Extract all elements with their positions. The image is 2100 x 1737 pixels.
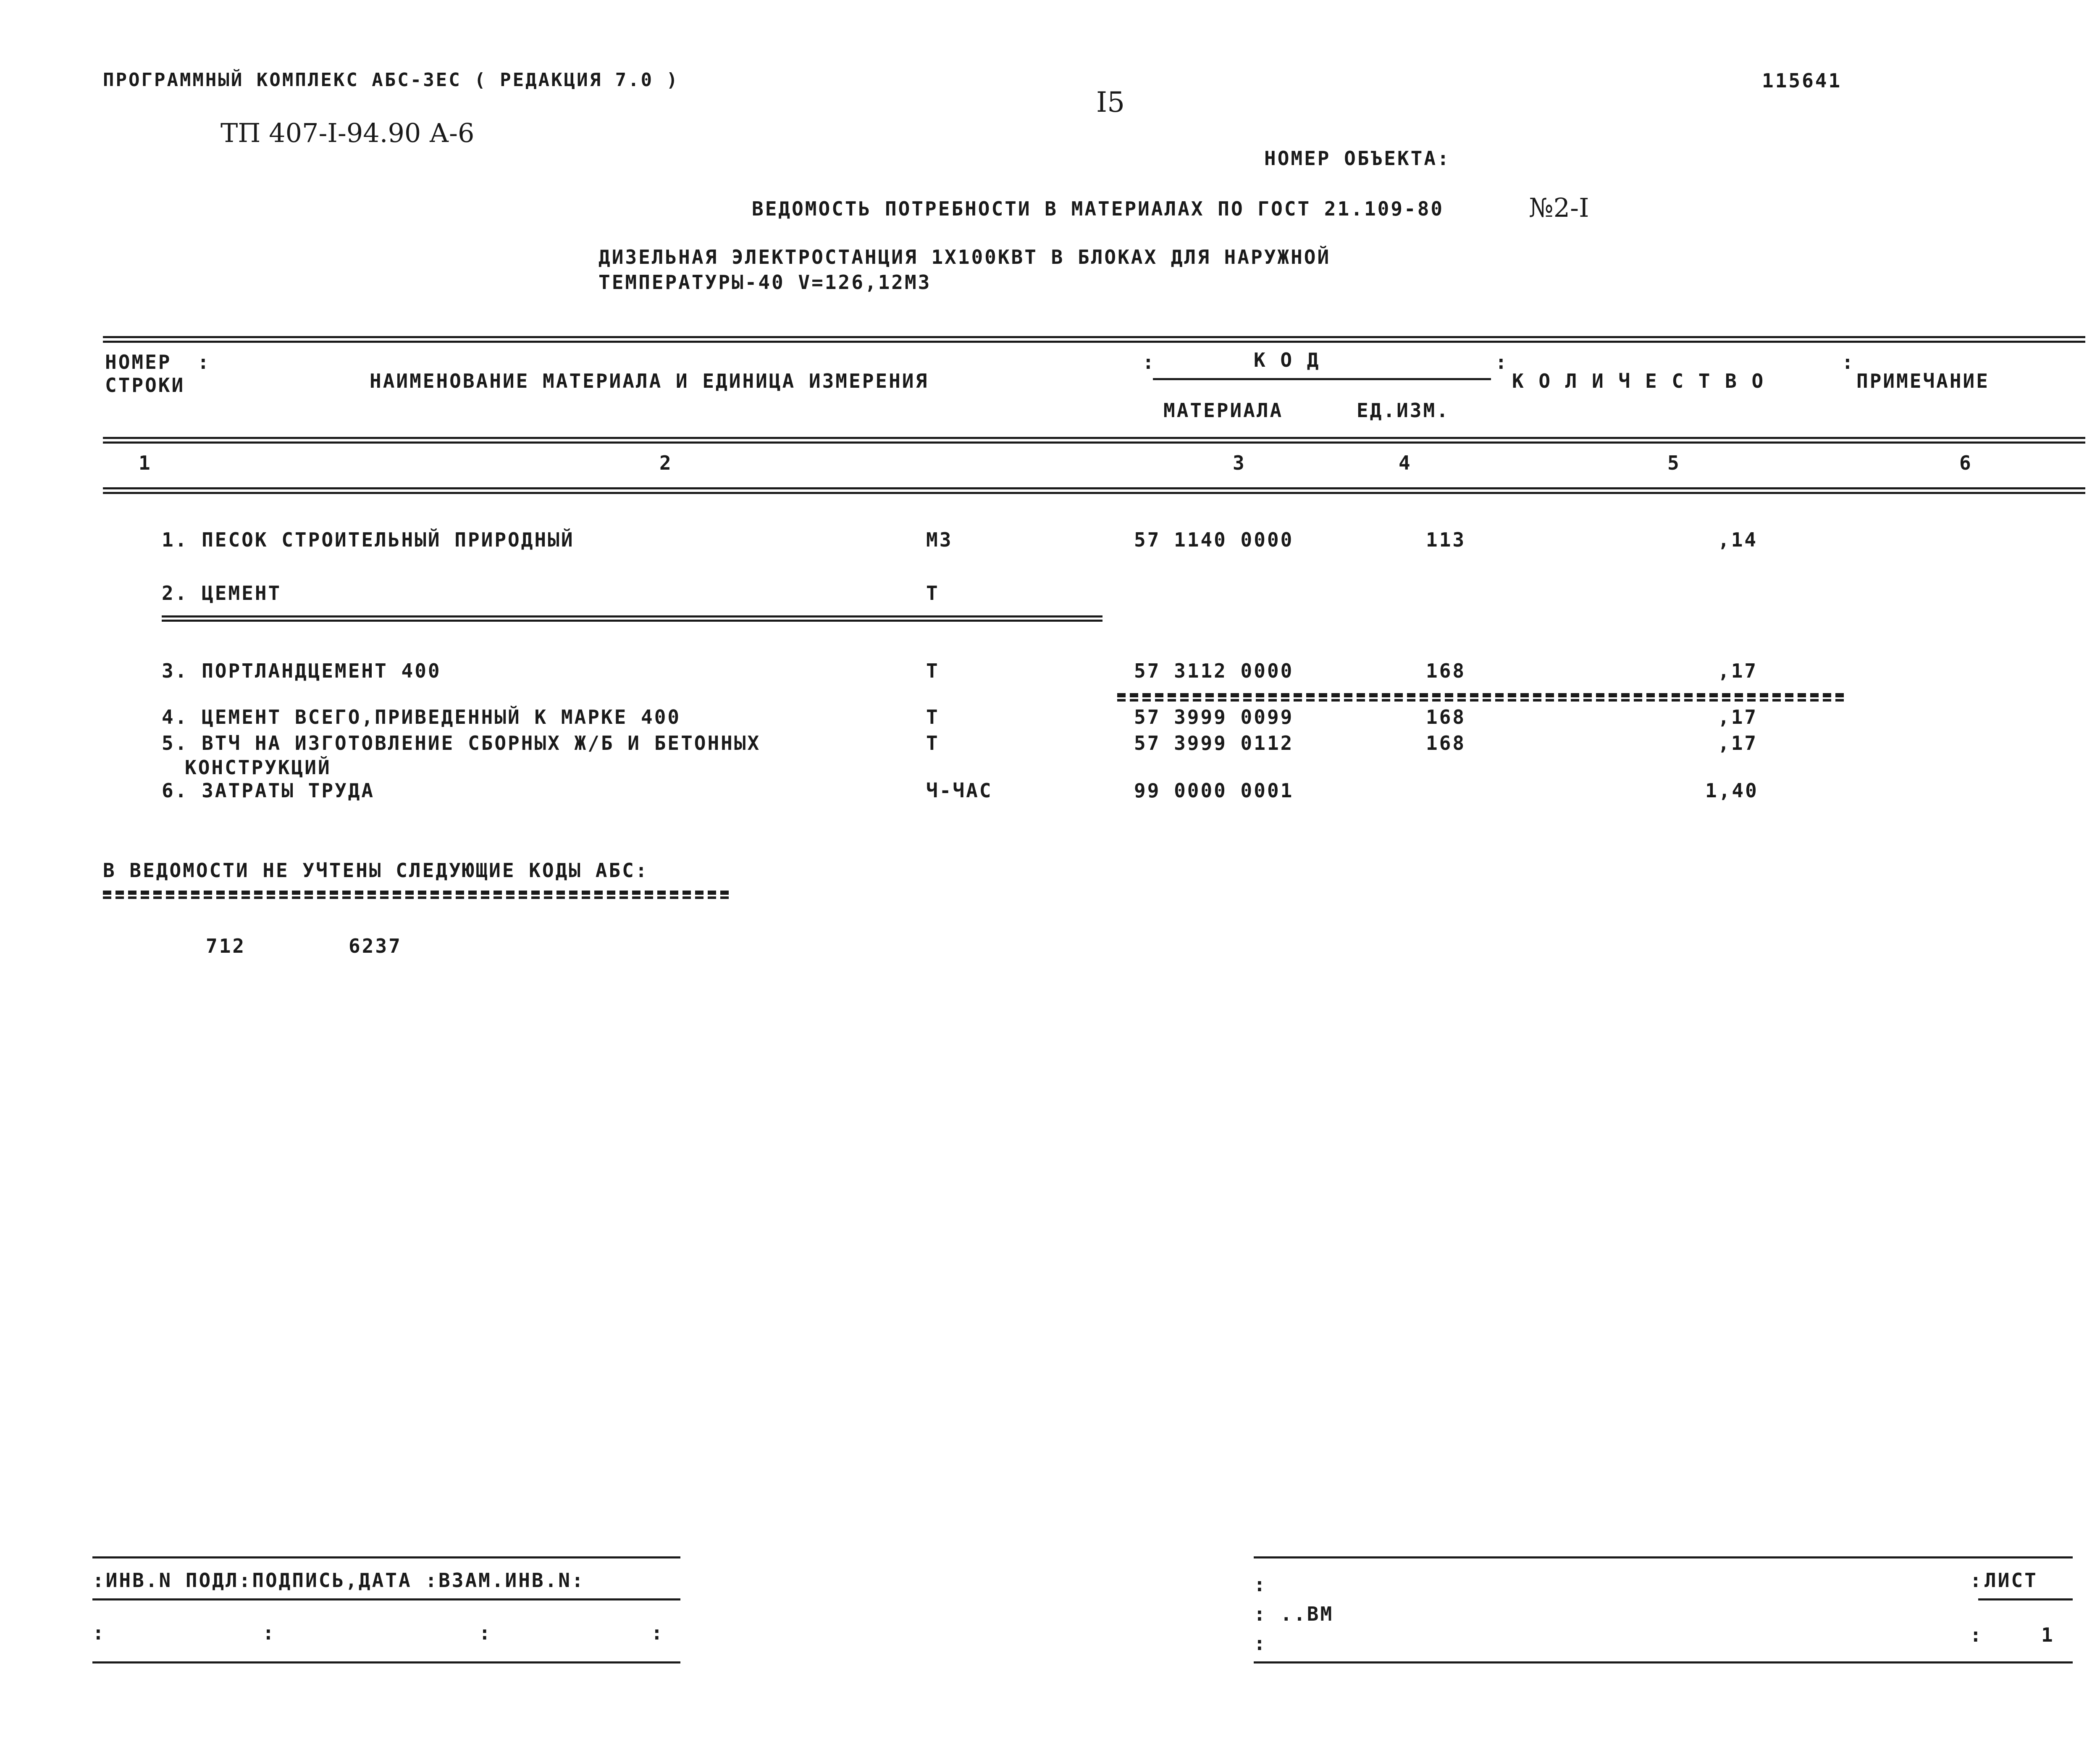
- stamp-top-rule: [92, 1556, 680, 1558]
- code-group-rule: [1153, 378, 1491, 380]
- missing-codes-note: В ВЕДОМОСТИ НЕ УЧТЕНЫ СЛЕДУЮЩИЕ КОДЫ АБС:: [103, 859, 649, 882]
- group-underline: [162, 615, 1102, 618]
- note-underline: [103, 891, 733, 895]
- missing-code: 712: [206, 935, 246, 957]
- col-number-1: 1: [139, 452, 152, 474]
- row-unit-code: 168: [1426, 732, 1466, 754]
- table-top-rule: [103, 336, 2085, 343]
- row-code: 57 1140 0000: [1134, 528, 1294, 551]
- object-number-label: НОМЕР ОБЪЕКТА:: [1264, 147, 1451, 170]
- row-code: 57 3999 0112: [1134, 732, 1294, 754]
- stamp-separators: :: [651, 1621, 664, 1644]
- col-separators-header: :: [197, 351, 211, 373]
- row-code: 57 3999 0099: [1134, 706, 1294, 728]
- sheet-rule: [1978, 1598, 2073, 1600]
- row-name: 4. ЦЕМЕНТ ВСЕГО,ПРИВЕДЕННЫЙ К МАРКЕ 400: [162, 706, 681, 728]
- col-header-code-group: К О Д: [1254, 349, 1320, 371]
- row-unit: Т: [926, 732, 940, 754]
- row-unit: Т: [926, 660, 940, 682]
- row-unit: М3: [926, 528, 953, 551]
- col-number-5: 5: [1667, 452, 1681, 474]
- stamp-separators: :: [262, 1621, 276, 1644]
- col-header-number-line1: НОМЕР: [105, 351, 172, 373]
- col-header-note: ПРИМЕЧАНИЕ: [1856, 370, 1990, 392]
- col-number-6: 6: [1959, 452, 1973, 474]
- col-number-3: 3: [1233, 452, 1246, 474]
- title-block-top-rule: [1254, 1556, 2073, 1558]
- stamp-separators: :: [479, 1621, 492, 1644]
- col-header-name: НАИМЕНОВАНИЕ МАТЕРИАЛА И ЕДИНИЦА ИЗМЕРЕНИЯ: [370, 370, 929, 392]
- title-block-separator: :: [1254, 1573, 1267, 1596]
- document-title-suffix: №2-I: [1529, 192, 1589, 223]
- row-name: 1. ПЕСОК СТРОИТЕЛЬНЫЙ ПРИРОДНЫЙ: [162, 528, 575, 551]
- col-separator: :: [1142, 351, 1156, 373]
- total-separator: [1117, 693, 1848, 697]
- stamp-separators: :: [92, 1621, 106, 1644]
- title-block-separator: :: [1254, 1632, 1267, 1655]
- row-quantity: ,17: [1718, 706, 1758, 728]
- row-quantity: 1,40: [1705, 779, 1759, 802]
- stamp-bottom-rule: [92, 1661, 680, 1663]
- page-number: I5: [1096, 86, 1125, 118]
- row-quantity: ,17: [1718, 660, 1758, 682]
- sheet-separator: :: [1970, 1569, 1983, 1592]
- row-name: 3. ПОРТЛАНДЦЕМЕНТ 400: [162, 660, 441, 682]
- row-name-continued: КОНСТРУКЦИЙ: [185, 756, 331, 779]
- title-block-bottom-rule: [1254, 1661, 2073, 1663]
- row-unit-code: 168: [1426, 706, 1466, 728]
- row-unit: Ч-ЧАС: [926, 779, 993, 802]
- col-header-number-line2: СТРОКИ: [105, 374, 185, 397]
- row-unit-code: 168: [1426, 660, 1466, 682]
- title-block-text: : ..ВМ: [1254, 1603, 1334, 1625]
- id-number: 115641: [1762, 69, 1842, 92]
- col-number-4: 4: [1399, 452, 1412, 474]
- missing-code: 6237: [349, 935, 402, 957]
- stamp-header: :ИНВ.N ПОДЛ:ПОДПИСЬ,ДАТА :ВЗАМ.ИНВ.N:: [92, 1569, 585, 1592]
- sheet-separator: :: [1970, 1624, 1983, 1646]
- row-unit-code: 113: [1426, 528, 1466, 551]
- sheet-number: 1: [2041, 1624, 2055, 1646]
- subtitle-line2: ТЕМПЕРАТУРЫ-40 V=126,12М3: [598, 271, 932, 294]
- sheet-label: ЛИСТ: [1984, 1569, 2038, 1592]
- stamp-mid-rule: [92, 1598, 680, 1600]
- document-title: ВЕДОМОСТЬ ПОТРЕБНОСТИ В МАТЕРИАЛАХ ПО ГОСТ 21.109-80: [752, 197, 1444, 220]
- col-header-unit-code: ЕД.ИЗМ.: [1357, 399, 1450, 422]
- col-header-quantity: К О Л И Ч Е С Т В О: [1512, 370, 1765, 392]
- row-name: 6. ЗАТРАТЫ ТРУДА: [162, 779, 375, 802]
- table-header-rule: [103, 437, 2085, 444]
- row-unit: Т: [926, 706, 940, 728]
- row-unit: Т: [926, 582, 940, 604]
- row-quantity: ,14: [1718, 528, 1758, 551]
- program-name: ПРОГРАММНЫЙ КОМПЛЕКС АБС-3ЕС ( РЕДАКЦИЯ 7.0 ): [103, 69, 680, 91]
- row-quantity: ,17: [1718, 732, 1758, 754]
- table-body-rule: [103, 487, 2085, 494]
- row-code: 57 3112 0000: [1134, 660, 1294, 682]
- group-underline: [162, 620, 1102, 622]
- col-header-material-code: МАТЕРИАЛА: [1163, 399, 1284, 422]
- row-name: 5. ВТЧ НА ИЗГОТОВЛЕНИЕ СБОРНЫХ Ж/Б И БЕТОННЫХ: [162, 732, 761, 754]
- row-code: 99 0000 0001: [1134, 779, 1294, 802]
- subtitle-line1: ДИЗЕЛЬНАЯ ЭЛЕКТРОСТАНЦИЯ 1Х100КВТ В БЛОКАХ ДЛЯ НАРУЖНОЙ: [598, 246, 1331, 268]
- row-name: 2. ЦЕМЕНТ: [162, 582, 282, 604]
- document-code: ТП 407-I-94.90 А-6: [220, 118, 475, 148]
- col-separator: :: [1495, 351, 1509, 373]
- col-number-2: 2: [659, 452, 673, 474]
- col-separator: :: [1842, 351, 1855, 373]
